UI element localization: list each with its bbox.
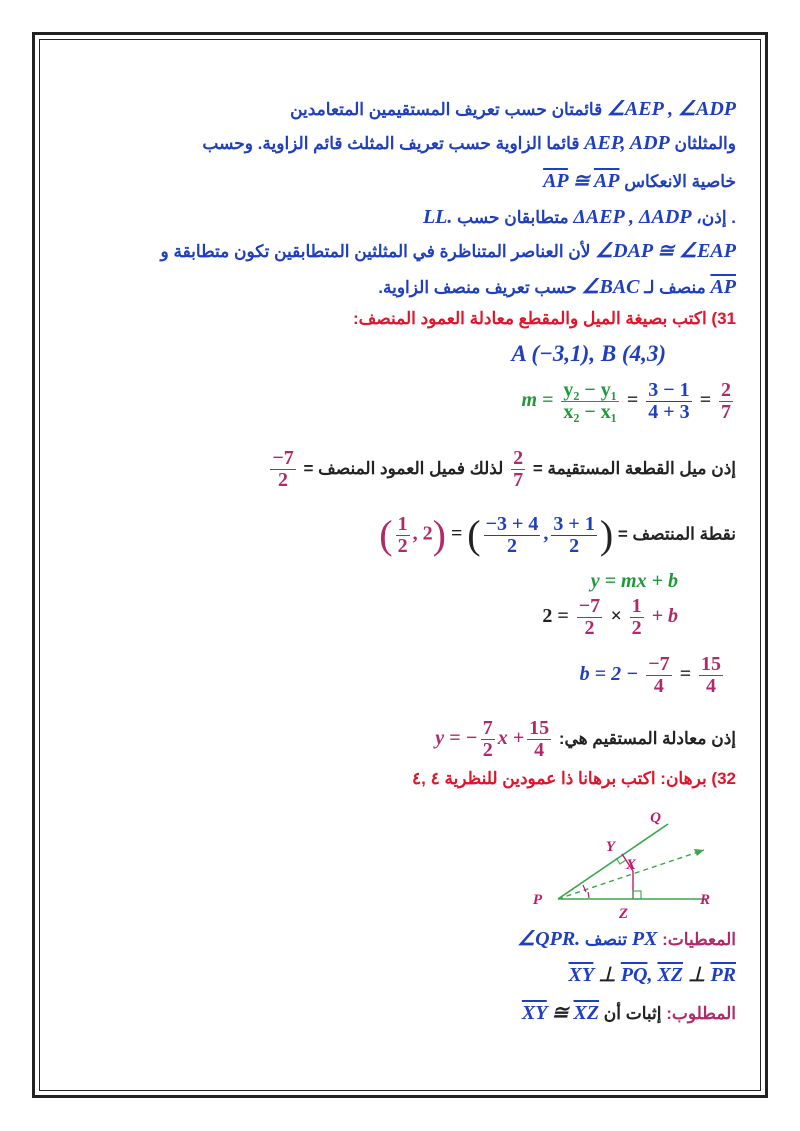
text: منصف لـ bbox=[644, 278, 706, 297]
final-equation-line bbox=[435, 718, 736, 761]
label-y: Y bbox=[605, 839, 615, 855]
midpoint-result-y: , 2 bbox=[412, 522, 433, 545]
ray-pq bbox=[558, 824, 668, 899]
question-31-title: 31) اكتب بصيغة الميل والمقطع معادلة العمود المنصف: bbox=[353, 309, 736, 328]
question-32-title: 32) برهان: اكتب برهانا ذا عمودين للنظرية ٤ ,٤ bbox=[412, 769, 736, 788]
proof-line-5 bbox=[161, 238, 736, 265]
intercept-fraction bbox=[527, 718, 551, 761]
slope-intercept-form bbox=[591, 568, 678, 595]
lhs: y = − bbox=[435, 727, 478, 750]
proof-line-6 bbox=[378, 274, 736, 301]
perpendicular-slope-fraction bbox=[270, 448, 295, 491]
segment-xy: $\overline{XY}$ bbox=[521, 1002, 547, 1024]
text: إثبات أن bbox=[603, 1004, 662, 1023]
given-points bbox=[512, 338, 667, 369]
denominator: 7 bbox=[513, 469, 524, 491]
denominator: 4 bbox=[706, 675, 716, 697]
text: لأن العناصر المتناظرة في المثلثين المتطابقين تكون متطابقة و bbox=[160, 242, 591, 261]
angle-bisector-figure bbox=[532, 806, 736, 924]
midpoint-line: نقطة المنتصف = ( $\frac{1}{2}$ , 2) = ( $\frac{-3 + 4}{2}$ , $\frac{3 + 1}{2}$ ) bbox=[379, 512, 736, 557]
numerator: 2 bbox=[513, 447, 524, 469]
perpendiculars-line bbox=[569, 962, 736, 989]
midpoint-y-fraction bbox=[551, 514, 596, 557]
perpendicular-slope-line bbox=[267, 448, 736, 491]
numerator: 2 bbox=[721, 379, 731, 401]
equals: = bbox=[626, 389, 639, 412]
angle-mark-1 bbox=[583, 885, 586, 892]
reflexive-congruence bbox=[543, 168, 619, 195]
text: قائمتان حسب تعريف المستقيمين المتعامدين bbox=[290, 100, 603, 119]
given-line bbox=[517, 926, 736, 953]
numerator: −3 + 4 bbox=[485, 512, 539, 535]
denominator: 4 bbox=[653, 675, 664, 697]
plus-b: + b bbox=[651, 605, 678, 628]
midpoint-x-fraction bbox=[484, 514, 541, 557]
segment-pq: $\overline{PQ}$ bbox=[620, 964, 648, 986]
proof-line-2 bbox=[202, 130, 736, 157]
segment-xy: $\overline{XY}$ bbox=[568, 964, 594, 986]
b-result-fraction bbox=[699, 654, 723, 697]
text: حسب تعريف منصف الزاوية. bbox=[378, 278, 577, 297]
denominator: 2 bbox=[569, 534, 580, 557]
times: × bbox=[610, 605, 622, 628]
numerator: 15 bbox=[701, 653, 721, 675]
segment-slope-fraction bbox=[511, 448, 525, 491]
segment-px: PX bbox=[631, 928, 658, 950]
right-angle-z bbox=[633, 891, 641, 899]
denominator: 2 bbox=[482, 739, 493, 761]
numerator: 3 + 1 bbox=[553, 512, 595, 535]
text: إذن ميل القطعة المستقيمة = bbox=[532, 458, 736, 478]
proof-line-1 bbox=[290, 96, 736, 123]
comma: , bbox=[647, 964, 653, 986]
segment-xz: $\overline{XZ}$ bbox=[657, 964, 684, 986]
text: قائما الزاوية حسب تعريف المثلث قائم الزاوية. وحسب bbox=[202, 134, 580, 153]
angle-qpr: ∠QPR. bbox=[517, 928, 581, 950]
numerator: 3 − 1 bbox=[648, 379, 690, 401]
equation: y = mx + b bbox=[590, 570, 678, 592]
segment-ap: $\overline{AP}$ bbox=[593, 170, 620, 192]
segment-pr: $\overline{PR}$ bbox=[710, 964, 736, 986]
slope-lhs: m = bbox=[521, 389, 554, 412]
substitution-line bbox=[542, 596, 678, 639]
equals: = bbox=[699, 389, 711, 412]
text: لذلك فميل العمود المنصف = bbox=[303, 458, 504, 478]
numerator: 7 bbox=[482, 717, 493, 739]
text: نقطة المنتصف = bbox=[617, 524, 736, 544]
text: . إذن، bbox=[696, 208, 736, 227]
slope-fraction bbox=[481, 718, 495, 761]
label-x: X bbox=[625, 857, 636, 873]
denominator: 7 bbox=[721, 401, 731, 423]
lhs: 2 = bbox=[542, 605, 569, 628]
math-triangles: ΔAEP , ΔADP bbox=[573, 206, 692, 228]
perp-symbol: ⊥ bbox=[598, 964, 616, 986]
denominator: 4 + 3 bbox=[648, 401, 690, 423]
denominator: 2 bbox=[507, 534, 518, 557]
denominator: 2 bbox=[584, 617, 595, 639]
label-r: R bbox=[699, 892, 710, 908]
math-angle: ∠BAC bbox=[581, 276, 640, 298]
lhs: b = 2 − bbox=[579, 663, 639, 686]
x-term: x + bbox=[497, 727, 525, 750]
numerator: −7 bbox=[648, 653, 670, 675]
label-p: P bbox=[532, 892, 542, 908]
text: متطابقان حسب bbox=[457, 208, 569, 227]
given-label: المعطيات: bbox=[662, 930, 736, 949]
proof-line-3 bbox=[543, 168, 736, 195]
x-fraction bbox=[630, 596, 644, 639]
slope-formula-fraction bbox=[561, 380, 618, 423]
points-ab: A (−3,1), B (4,3) bbox=[511, 341, 666, 366]
segment-ap: $\overline{AP}$ bbox=[710, 276, 736, 298]
slope-result-fraction bbox=[719, 380, 733, 423]
equals: = bbox=[679, 663, 691, 686]
denominator: 2 bbox=[278, 469, 289, 491]
segment-xz: $\overline{XZ}$ bbox=[573, 1002, 600, 1024]
math-angle-congruence: ∠DAP ≅ ∠EAP bbox=[595, 240, 736, 262]
numerator: 1 bbox=[631, 595, 642, 617]
denominator: 4 bbox=[534, 739, 545, 761]
denominator: 2 bbox=[631, 617, 642, 639]
figure-svg bbox=[532, 806, 736, 924]
math-triangles: AEP, ADP bbox=[584, 132, 670, 154]
math-angles: ∠AEP , ∠ADP bbox=[606, 98, 736, 120]
numerator: 15 bbox=[529, 717, 550, 739]
label-q: Q bbox=[650, 810, 661, 826]
denominator: 2 bbox=[397, 534, 408, 557]
slope-calculation bbox=[521, 380, 736, 423]
text: تنصف bbox=[584, 930, 628, 949]
numerator: −7 bbox=[578, 595, 601, 617]
denominator: x₂ − x₁ bbox=[563, 401, 617, 423]
slope-values-fraction bbox=[646, 380, 691, 423]
perp-symbol: ⊥ bbox=[688, 964, 706, 986]
fraction bbox=[646, 654, 671, 697]
numerator: y₂ − y₁ bbox=[563, 379, 617, 401]
midpoint-result-x bbox=[396, 514, 410, 557]
bisector-arrowhead bbox=[694, 849, 704, 856]
label-z: Z bbox=[618, 906, 628, 922]
b-solution-line bbox=[580, 654, 726, 697]
congruent-symbol: ≅ bbox=[572, 170, 590, 192]
required-line bbox=[522, 1000, 736, 1027]
required-label: المطلوب: bbox=[666, 1004, 736, 1023]
congruent-symbol: ≅ bbox=[551, 1002, 569, 1024]
text: خاصية الانعكاس bbox=[624, 172, 736, 191]
numerator: 1 bbox=[397, 512, 408, 535]
ll-theorem: LL. bbox=[422, 206, 453, 228]
perpendicular-statements bbox=[569, 962, 736, 989]
segment-ap: $\overline{AP}$ bbox=[543, 170, 568, 192]
text: والمثلثان bbox=[674, 134, 736, 153]
numerator: −7 bbox=[272, 447, 294, 469]
slope-fraction bbox=[577, 596, 602, 639]
proof-line-4 bbox=[423, 204, 736, 231]
angle-mark-2 bbox=[588, 892, 589, 898]
required-congruence bbox=[522, 1000, 599, 1027]
text: إذن معادلة المستقيم هي: bbox=[558, 729, 736, 749]
